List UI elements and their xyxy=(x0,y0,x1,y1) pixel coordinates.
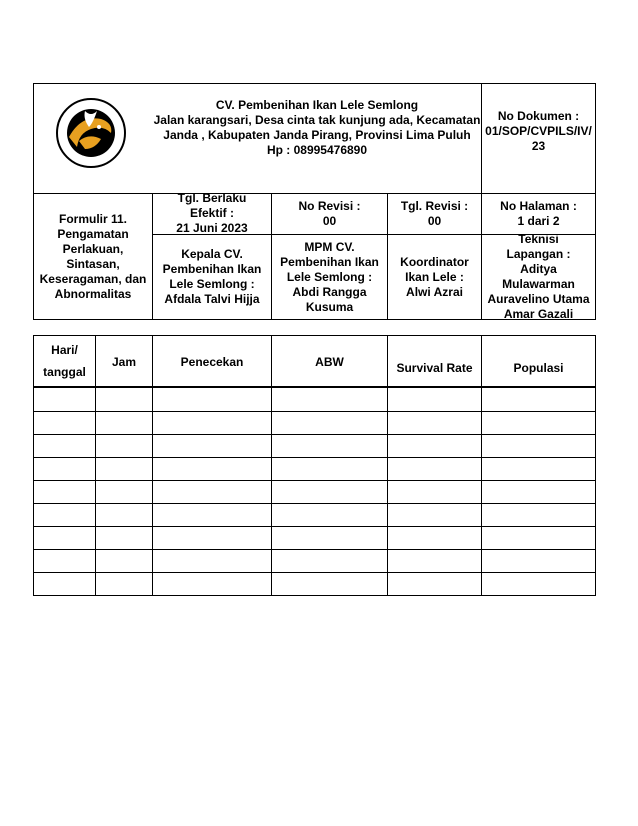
table-cell[interactable] xyxy=(482,458,595,480)
document-number-label: No Dokumen : xyxy=(497,108,580,123)
effective-date: Tgl. Berlaku Efektif : 21 Juni 2023 xyxy=(176,191,248,235)
company-info xyxy=(152,97,482,159)
signatory-mpm: MPM CV. Pembenihan Ikan Lele Semlong : Abdi Rangga Kusuma xyxy=(280,239,379,314)
table-cell[interactable] xyxy=(272,573,387,595)
table-cell[interactable] xyxy=(482,481,595,503)
signatory-head: Kepala CV. Pembenihan Ikan Lele Semlong : Afdala Talvi Hijja xyxy=(162,247,262,306)
table-cell[interactable] xyxy=(153,504,271,526)
table-cell[interactable] xyxy=(34,527,95,549)
table-cell[interactable] xyxy=(96,412,152,434)
table-cell[interactable] xyxy=(272,435,387,457)
column-header-check: Penecekan xyxy=(180,355,244,369)
table-cell[interactable] xyxy=(482,389,595,411)
table-cell[interactable] xyxy=(482,435,595,457)
table-cell[interactable] xyxy=(34,389,95,411)
document-number xyxy=(482,108,595,154)
document-number-value-cont: 23 xyxy=(531,138,546,153)
table-cell[interactable] xyxy=(482,412,595,434)
document-number-value: 01/SOP/CVPILS/IV/ xyxy=(485,123,592,138)
table-cell[interactable] xyxy=(96,527,152,549)
table-cell[interactable] xyxy=(388,504,481,526)
column-header-population: Populasi xyxy=(513,361,564,375)
company-address-line2: Janda , Kabupaten Janda Pirang, Provinsi Lima Puluh xyxy=(163,128,471,142)
table-cell[interactable] xyxy=(34,412,95,434)
table-cell[interactable] xyxy=(34,458,95,480)
form-title: Formulir 11. Pengamatan Perlakuan, Sintasan, Keseragaman, dan Abnormalitas xyxy=(39,212,147,301)
company-address-line1: Jalan karangsari, Desa cinta tak kunjung ada, Kecamatan xyxy=(153,113,481,127)
table-cell[interactable] xyxy=(272,481,387,503)
table-cell[interactable] xyxy=(153,389,271,411)
table-cell[interactable] xyxy=(153,550,271,572)
table-cell[interactable] xyxy=(153,458,271,480)
table-cell[interactable] xyxy=(388,412,481,434)
table-cell[interactable] xyxy=(153,435,271,457)
table-cell[interactable] xyxy=(96,435,152,457)
table-cell[interactable] xyxy=(153,412,271,434)
table-cell[interactable] xyxy=(272,527,387,549)
revision-number: No Revisi : 00 xyxy=(298,198,361,228)
table-cell[interactable] xyxy=(96,504,152,526)
signatory-coordinator: Koordinator Ikan Lele : Alwi Azrai xyxy=(400,254,469,299)
revision-date: Tgl. Revisi : 00 xyxy=(400,198,469,228)
table-cell[interactable] xyxy=(272,550,387,572)
company-phone: Hp : 08995476890 xyxy=(266,143,368,157)
table-cell[interactable] xyxy=(272,458,387,480)
table-cell[interactable] xyxy=(34,481,95,503)
table-cell[interactable] xyxy=(34,435,95,457)
table-cell[interactable] xyxy=(96,458,152,480)
table-cell[interactable] xyxy=(482,550,595,572)
table-cell[interactable] xyxy=(96,550,152,572)
column-header-time: Jam xyxy=(111,355,137,369)
table-cell[interactable] xyxy=(388,527,481,549)
table-cell[interactable] xyxy=(34,550,95,572)
table-cell[interactable] xyxy=(482,504,595,526)
column-header-abw: ABW xyxy=(315,355,344,369)
page-number: No Halaman : 1 dari 2 xyxy=(500,198,577,228)
table-cell[interactable] xyxy=(272,412,387,434)
table-cell[interactable] xyxy=(34,573,95,595)
company-logo xyxy=(55,97,127,169)
table-cell[interactable] xyxy=(96,481,152,503)
table-cell[interactable] xyxy=(153,527,271,549)
table-cell[interactable] xyxy=(272,504,387,526)
column-header-day: Hari/ tanggal xyxy=(43,343,86,379)
table-cell[interactable] xyxy=(388,435,481,457)
table-cell[interactable] xyxy=(482,573,595,595)
table-cell[interactable] xyxy=(96,389,152,411)
table-cell[interactable] xyxy=(388,573,481,595)
signatory-technician: Teknisi Lapangan : Aditya Mulawarman Auravelino Utama Amar Gazali xyxy=(487,232,590,321)
table-cell[interactable] xyxy=(388,389,481,411)
table-cell[interactable] xyxy=(388,458,481,480)
table-cell[interactable] xyxy=(153,481,271,503)
column-header-survival-rate: Survival Rate xyxy=(396,361,473,375)
company-name: CV. Pembenihan Ikan Lele Semlong xyxy=(215,98,419,112)
table-cell[interactable] xyxy=(482,527,595,549)
table-cell[interactable] xyxy=(153,573,271,595)
table-cell[interactable] xyxy=(388,481,481,503)
table-cell[interactable] xyxy=(34,504,95,526)
table-cell[interactable] xyxy=(388,550,481,572)
table-cell[interactable] xyxy=(96,573,152,595)
table-cell[interactable] xyxy=(272,389,387,411)
